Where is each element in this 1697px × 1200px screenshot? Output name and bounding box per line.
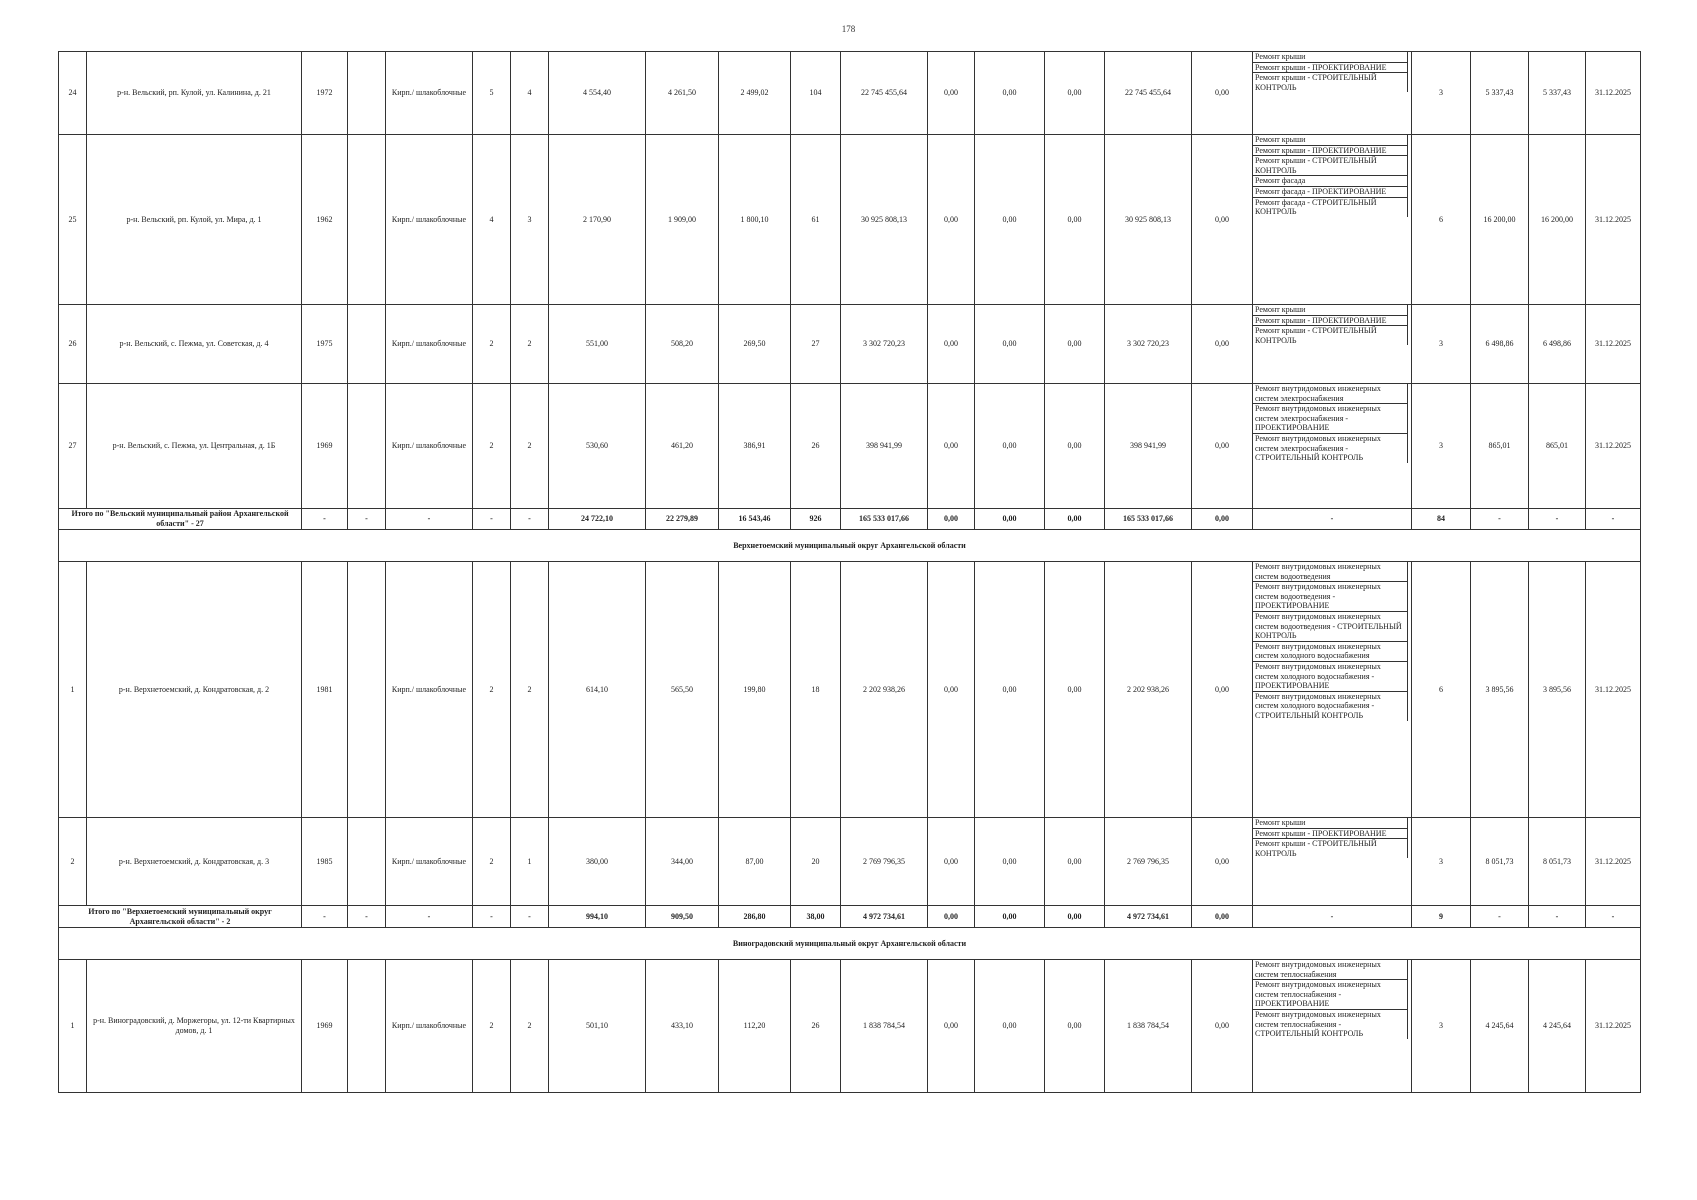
dash-cell: - — [348, 509, 386, 530]
work-item: Ремонт фасада - СТРОИТЕЛЬНЫЙ КОНТРОЛЬ — [1255, 197, 1377, 217]
table-row — [59, 562, 1641, 818]
total-label: Итого по "Верхнетоемский муниципальный округ Архангельской области" - 2 — [59, 906, 302, 928]
total-area-living: 22 279,89 — [646, 509, 719, 530]
local-budget: 0,00 — [1045, 384, 1105, 509]
owners-funds: 2 769 796,35 — [1105, 818, 1192, 906]
unit-price: 3 895,56 — [1471, 562, 1529, 818]
section-title: Виноградовский муниципальный округ Архангельской области — [59, 928, 1641, 960]
row-number: 2 — [59, 818, 87, 906]
floors-count: 2 — [473, 960, 511, 1093]
dash-cell: - — [1529, 906, 1586, 928]
work-item: Ремонт внутридомовых инженерных систем электроснабжения — [1253, 384, 1407, 404]
residential-area: 199,80 — [719, 562, 791, 818]
total-fund: 0,00 — [928, 906, 975, 928]
floors-count: 5 — [473, 52, 511, 135]
work-item: Ремонт крыши — [1253, 818, 1407, 829]
works-count: 3 — [1412, 818, 1471, 906]
total-label: Итого по "Вельский муниципальный район Архангельской области" - 27 — [59, 509, 302, 530]
works-count: 6 — [1412, 562, 1471, 818]
table-row — [59, 818, 1641, 906]
total-area-total: 24 722,10 — [549, 509, 646, 530]
total-fund: 0,00 — [928, 509, 975, 530]
row-number: 24 — [59, 52, 87, 135]
unit-price: 6 498,86 — [1471, 305, 1529, 384]
fund-amount: 0,00 — [928, 305, 975, 384]
other-funds: 0,00 — [1192, 818, 1253, 906]
floors-count: 2 — [473, 562, 511, 818]
table-row — [59, 960, 1641, 1093]
max-unit-price: 865,01 — [1529, 384, 1586, 509]
work-item: Ремонт внутридомовых инженерных систем водоотведения — [1253, 562, 1407, 582]
regional-budget: 0,00 — [975, 135, 1045, 305]
residents-count: 104 — [791, 52, 841, 135]
owners-funds: 30 925 808,13 — [1105, 135, 1192, 305]
wall-material: Кирп./ шлакоблочные — [386, 562, 473, 818]
floors-count: 2 — [473, 305, 511, 384]
fund-amount: 0,00 — [928, 52, 975, 135]
total-budget-region: 0,00 — [975, 906, 1045, 928]
dash-cell: - — [1253, 509, 1412, 530]
works-list-cell — [1253, 305, 1412, 384]
max-unit-price: 5 337,43 — [1529, 52, 1586, 135]
total-residents: 926 — [791, 509, 841, 530]
fund-amount: 0,00 — [928, 960, 975, 1093]
max-unit-price: 6 498,86 — [1529, 305, 1586, 384]
living-area: 4 261,50 — [646, 52, 719, 135]
work-item: Ремонт внутридомовых инженерных систем теплоснабжения - СТРОИТЕЛЬНЫЙ КОНТРОЛЬ — [1255, 1009, 1381, 1039]
work-item: Ремонт фасада — [1253, 176, 1407, 187]
address-cell: р-н. Вельский, с. Пежма, ул. Советская, д. 4 — [87, 305, 302, 384]
total-area-total: 994,10 — [549, 906, 646, 928]
floors-count: 2 — [473, 818, 511, 906]
local-budget: 0,00 — [1045, 135, 1105, 305]
works-list — [1253, 384, 1408, 463]
dash-cell: - — [511, 906, 549, 928]
works-list-cell — [1253, 52, 1412, 135]
other-funds: 0,00 — [1192, 52, 1253, 135]
entrances-count: 2 — [511, 562, 549, 818]
dash-cell: - — [1529, 509, 1586, 530]
total-area: 4 554,40 — [549, 52, 646, 135]
works-count: 3 — [1412, 960, 1471, 1093]
work-item: Ремонт крыши - ПРОЕКТИРОВАНИЕ — [1253, 829, 1407, 840]
work-item: Ремонт крыши - ПРОЕКТИРОВАНИЕ — [1253, 316, 1407, 327]
residential-area: 112,20 — [719, 960, 791, 1093]
address-cell: р-н. Вельский, рп. Кулой, ул. Мира, д. 1 — [87, 135, 302, 305]
work-item: Ремонт внутридомовых инженерных систем электроснабжения - СТРОИТЕЛЬНЫЙ КОНТРОЛЬ — [1255, 433, 1381, 463]
work-item: Ремонт крыши - ПРОЕКТИРОВАНИЕ — [1253, 146, 1407, 157]
other-funds: 0,00 — [1192, 562, 1253, 818]
local-budget: 0,00 — [1045, 960, 1105, 1093]
works-list — [1253, 305, 1408, 345]
residential-area: 269,50 — [719, 305, 791, 384]
total-row — [59, 906, 1641, 928]
total-area: 380,00 — [549, 818, 646, 906]
unit-price: 865,01 — [1471, 384, 1529, 509]
wall-material: Кирп./ шлакоблочные — [386, 135, 473, 305]
total-budget-local: 0,00 — [1045, 906, 1105, 928]
total-other: 0,00 — [1192, 509, 1253, 530]
regional-budget: 0,00 — [975, 960, 1045, 1093]
max-unit-price: 8 051,73 — [1529, 818, 1586, 906]
completion-date: 31.12.2025 — [1586, 135, 1641, 305]
work-item: Ремонт фасада - ПРОЕКТИРОВАНИЕ — [1253, 187, 1407, 198]
work-item: Ремонт внутридомовых инженерных систем водоотведения - СТРОИТЕЛЬНЫЙ КОНТРОЛЬ — [1253, 612, 1407, 642]
works-count: 6 — [1412, 135, 1471, 305]
work-item: Ремонт внутридомовых инженерных систем холодного водоснабжения — [1253, 642, 1407, 662]
dash-cell: - — [386, 906, 473, 928]
unit-price: 8 051,73 — [1471, 818, 1529, 906]
row-number: 1 — [59, 562, 87, 818]
total-row — [59, 509, 1641, 530]
works-list-cell — [1253, 384, 1412, 509]
owners-funds: 22 745 455,64 — [1105, 52, 1192, 135]
year-built: 1975 — [302, 305, 348, 384]
living-area: 508,20 — [646, 305, 719, 384]
table-row — [59, 52, 1641, 135]
row-number: 27 — [59, 384, 87, 509]
row-number: 25 — [59, 135, 87, 305]
dash-cell: - — [386, 509, 473, 530]
fund-amount: 0,00 — [928, 562, 975, 818]
residents-count: 61 — [791, 135, 841, 305]
works-list-cell — [1253, 818, 1412, 906]
local-budget: 0,00 — [1045, 305, 1105, 384]
local-budget: 0,00 — [1045, 818, 1105, 906]
total-residents: 38,00 — [791, 906, 841, 928]
work-item: Ремонт внутридомовых инженерных систем теплоснабжения — [1253, 960, 1407, 980]
cost-total: 1 838 784,54 — [841, 960, 928, 1093]
work-item: Ремонт внутридомовых инженерных систем холодного водоснабжения - ПРОЕКТИРОВАНИЕ — [1253, 662, 1407, 692]
living-area: 461,20 — [646, 384, 719, 509]
dash-cell: - — [348, 906, 386, 928]
address-cell: р-н. Вельский, с. Пежма, ул. Центральная, д. 1Б — [87, 384, 302, 509]
dash-cell: - — [1253, 906, 1412, 928]
residential-area: 2 499,02 — [719, 52, 791, 135]
work-item: Ремонт крыши - СТРОИТЕЛЬНЫЙ КОНТРОЛЬ — [1255, 326, 1377, 345]
max-unit-price: 4 245,64 — [1529, 960, 1586, 1093]
works-list-cell — [1253, 960, 1412, 1093]
regional-budget: 0,00 — [975, 818, 1045, 906]
residents-count: 26 — [791, 960, 841, 1093]
work-item: Ремонт крыши — [1253, 135, 1407, 146]
wall-material: Кирп./ шлакоблочные — [386, 52, 473, 135]
residential-area: 386,91 — [719, 384, 791, 509]
total-cost-total: 165 533 017,66 — [841, 509, 928, 530]
work-item: Ремонт внутридомовых инженерных систем электроснабжения - ПРОЕКТИРОВАНИЕ — [1253, 404, 1407, 434]
living-area: 344,00 — [646, 818, 719, 906]
cost-total: 2 769 796,35 — [841, 818, 928, 906]
dash-cell: - — [473, 906, 511, 928]
owners-funds: 3 302 720,23 — [1105, 305, 1192, 384]
floors-count: 2 — [473, 384, 511, 509]
total-owners: 165 533 017,66 — [1105, 509, 1192, 530]
total-area-res: 286,80 — [719, 906, 791, 928]
dash-cell: - — [1471, 906, 1529, 928]
cost-total: 3 302 720,23 — [841, 305, 928, 384]
year-built: 1972 — [302, 52, 348, 135]
residents-count: 18 — [791, 562, 841, 818]
works-count: 3 — [1412, 305, 1471, 384]
dash-cell: - — [1586, 509, 1641, 530]
wall-material: Кирп./ шлакоблочные — [386, 818, 473, 906]
residents-count: 27 — [791, 305, 841, 384]
year-built: 1969 — [302, 384, 348, 509]
works-count: 3 — [1412, 52, 1471, 135]
entrances-count: 2 — [511, 384, 549, 509]
total-cost-total: 4 972 734,61 — [841, 906, 928, 928]
regional-budget: 0,00 — [975, 562, 1045, 818]
year-renovation — [348, 562, 386, 818]
table-row — [59, 305, 1641, 384]
address-cell: р-н. Вельский, рп. Кулой, ул. Калинина, д. 21 — [87, 52, 302, 135]
total-area: 501,10 — [549, 960, 646, 1093]
works-list — [1253, 562, 1408, 721]
year-renovation — [348, 384, 386, 509]
living-area: 433,10 — [646, 960, 719, 1093]
local-budget: 0,00 — [1045, 52, 1105, 135]
table-row — [59, 384, 1641, 509]
unit-price: 5 337,43 — [1471, 52, 1529, 135]
entrances-count: 3 — [511, 135, 549, 305]
living-area: 1 909,00 — [646, 135, 719, 305]
total-other: 0,00 — [1192, 906, 1253, 928]
works-list-cell — [1253, 135, 1412, 305]
works-count: 3 — [1412, 384, 1471, 509]
work-item: Ремонт крыши - СТРОИТЕЛЬНЫЙ КОНТРОЛЬ — [1255, 839, 1377, 858]
unit-price: 4 245,64 — [1471, 960, 1529, 1093]
table-row — [59, 135, 1641, 305]
max-unit-price: 3 895,56 — [1529, 562, 1586, 818]
work-item: Ремонт внутридомовых инженерных систем теплоснабжения - ПРОЕКТИРОВАНИЕ — [1253, 980, 1407, 1010]
address-cell: р-н. Верхнетоемский, д. Кондратовская, д. 2 — [87, 562, 302, 818]
dash-cell: - — [473, 509, 511, 530]
floors-count: 4 — [473, 135, 511, 305]
total-area: 2 170,90 — [549, 135, 646, 305]
completion-date: 31.12.2025 — [1586, 562, 1641, 818]
work-item: Ремонт крыши — [1253, 305, 1407, 316]
dash-cell: - — [302, 509, 348, 530]
living-area: 565,50 — [646, 562, 719, 818]
other-funds: 0,00 — [1192, 384, 1253, 509]
dash-cell: - — [1586, 906, 1641, 928]
work-item: Ремонт крыши - СТРОИТЕЛЬНЫЙ КОНТРОЛЬ — [1253, 156, 1407, 176]
regional-budget: 0,00 — [975, 384, 1045, 509]
work-item: Ремонт внутридомовых инженерных систем холодного водоснабжения - СТРОИТЕЛЬНЫЙ КОНТРОЛЬ — [1255, 691, 1381, 720]
row-number: 26 — [59, 305, 87, 384]
works-list-cell — [1253, 562, 1412, 818]
completion-date: 31.12.2025 — [1586, 384, 1641, 509]
residents-count: 20 — [791, 818, 841, 906]
section-header-row — [59, 530, 1641, 562]
year-renovation — [348, 305, 386, 384]
regional-budget: 0,00 — [975, 52, 1045, 135]
fund-amount: 0,00 — [928, 818, 975, 906]
residential-area: 87,00 — [719, 818, 791, 906]
entrances-count: 4 — [511, 52, 549, 135]
fund-amount: 0,00 — [928, 384, 975, 509]
total-area-living: 909,50 — [646, 906, 719, 928]
owners-funds: 2 202 938,26 — [1105, 562, 1192, 818]
works-list — [1253, 135, 1408, 217]
cost-total: 398 941,99 — [841, 384, 928, 509]
section-title: Верхнетоемский муниципальный округ Архангельской области — [59, 530, 1641, 562]
other-funds: 0,00 — [1192, 135, 1253, 305]
total-area: 614,10 — [549, 562, 646, 818]
year-built: 1969 — [302, 960, 348, 1093]
entrances-count: 2 — [511, 305, 549, 384]
cost-total: 2 202 938,26 — [841, 562, 928, 818]
local-budget: 0,00 — [1045, 562, 1105, 818]
page-number: 178 — [841, 24, 856, 34]
dash-cell: - — [302, 906, 348, 928]
works-list — [1253, 52, 1408, 92]
completion-date: 31.12.2025 — [1586, 818, 1641, 906]
residential-area: 1 800,10 — [719, 135, 791, 305]
address-cell: р-н. Виноградовский, д. Моржегоры, ул. 12-ти Квартирных домов, д. 1 — [87, 960, 302, 1093]
regional-budget: 0,00 — [975, 305, 1045, 384]
residents-count: 26 — [791, 384, 841, 509]
year-renovation — [348, 818, 386, 906]
wall-material: Кирп./ шлакоблочные — [386, 960, 473, 1093]
year-renovation — [348, 960, 386, 1093]
completion-date: 31.12.2025 — [1586, 960, 1641, 1093]
work-item: Ремонт внутридомовых инженерных систем водоотведения - ПРОЕКТИРОВАНИЕ — [1253, 582, 1407, 612]
row-number: 1 — [59, 960, 87, 1093]
unit-price: 16 200,00 — [1471, 135, 1529, 305]
dash-cell: - — [1471, 509, 1529, 530]
other-funds: 0,00 — [1192, 305, 1253, 384]
total-area: 551,00 — [549, 305, 646, 384]
other-funds: 0,00 — [1192, 960, 1253, 1093]
entrances-count: 1 — [511, 818, 549, 906]
total-owners: 4 972 734,61 — [1105, 906, 1192, 928]
work-item: Ремонт крыши - СТРОИТЕЛЬНЫЙ КОНТРОЛЬ — [1255, 73, 1377, 92]
repair-program-table — [58, 51, 1641, 1093]
max-unit-price: 16 200,00 — [1529, 135, 1586, 305]
cost-total: 22 745 455,64 — [841, 52, 928, 135]
dash-cell: - — [511, 509, 549, 530]
year-renovation — [348, 135, 386, 305]
year-built: 1962 — [302, 135, 348, 305]
work-item: Ремонт крыши — [1253, 52, 1407, 63]
owners-funds: 398 941,99 — [1105, 384, 1192, 509]
wall-material: Кирп./ шлакоблочные — [386, 384, 473, 509]
works-list — [1253, 960, 1408, 1039]
wall-material: Кирп./ шлакоблочные — [386, 305, 473, 384]
year-renovation — [348, 52, 386, 135]
cost-total: 30 925 808,13 — [841, 135, 928, 305]
work-item: Ремонт крыши - ПРОЕКТИРОВАНИЕ — [1253, 63, 1407, 74]
total-works-count: 84 — [1412, 509, 1471, 530]
entrances-count: 2 — [511, 960, 549, 1093]
total-works-count: 9 — [1412, 906, 1471, 928]
year-built: 1981 — [302, 562, 348, 818]
address-cell: р-н. Верхнетоемский, д. Кондратовская, д. 3 — [87, 818, 302, 906]
works-list — [1253, 818, 1408, 858]
total-area-res: 16 543,46 — [719, 509, 791, 530]
total-budget-local: 0,00 — [1045, 509, 1105, 530]
fund-amount: 0,00 — [928, 135, 975, 305]
total-area: 530,60 — [549, 384, 646, 509]
owners-funds: 1 838 784,54 — [1105, 960, 1192, 1093]
completion-date: 31.12.2025 — [1586, 52, 1641, 135]
year-built: 1985 — [302, 818, 348, 906]
section-header-row — [59, 928, 1641, 960]
total-budget-region: 0,00 — [975, 509, 1045, 530]
completion-date: 31.12.2025 — [1586, 305, 1641, 384]
